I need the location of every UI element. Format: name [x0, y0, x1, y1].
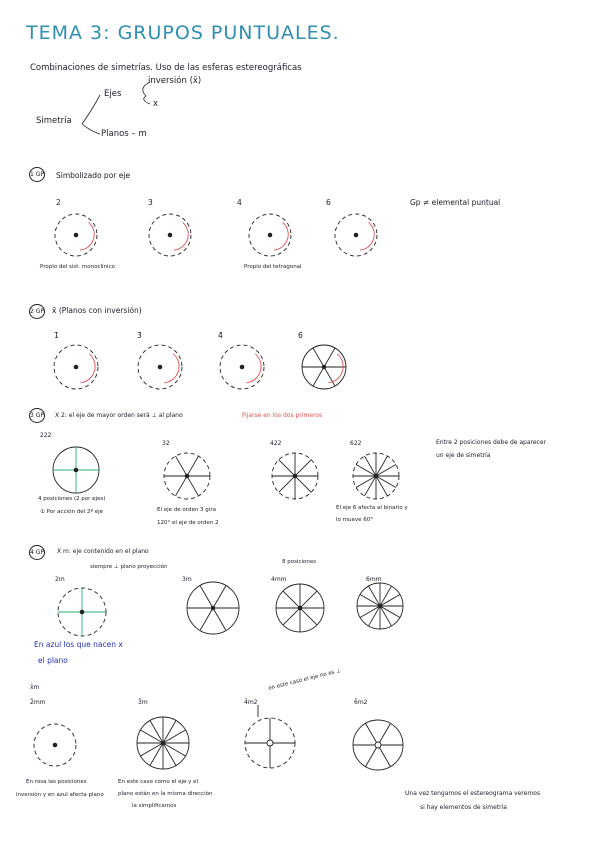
s1-rotation-arc-1 — [174, 222, 188, 250]
s5-label-4m2: 4̄m2 — [244, 699, 258, 706]
s1-axis-dot-3 — [354, 233, 359, 238]
s3-side-1: Entre 2 posiciones debe de aparecer — [436, 439, 547, 446]
s5-label-2mm: 2̄mm — [30, 699, 46, 706]
s4-axis-dot-1 — [211, 606, 216, 611]
section2-title: x̄ (Planos con inversión) — [52, 306, 142, 315]
intro-simetria: Simetría — [36, 116, 72, 126]
s1-caption-1: Propio del sist. monoclínico — [40, 264, 115, 270]
intro-planos: Planos – m — [101, 129, 147, 139]
s5-axis-dot-1 — [161, 741, 166, 746]
s1-note: Gp ≠ elemental puntual — [410, 198, 501, 207]
s2-rotation-arc-1 — [164, 354, 179, 383]
section2-badge: 2 GP — [29, 304, 45, 319]
s4-axis-dot-2 — [298, 606, 303, 611]
intro-line: Combinaciones de simetrías. Uso de las esferas estereográficas — [30, 63, 302, 73]
s3-axis-dot-0 — [74, 468, 79, 473]
page-title: TEMA 3: GRUPOS PUNTUALES. — [26, 22, 340, 44]
s4-note-2: 8 posiciones — [282, 559, 317, 565]
s1-rotation-arc-3 — [360, 222, 374, 250]
s1-axis-dot-0 — [74, 233, 79, 238]
s5-note: en este caso el eje no es ⊥ — [267, 667, 342, 692]
s2-label-1: 1̄ — [54, 331, 59, 340]
s5-caption-1b: inversión y en azul afecta plano — [16, 792, 104, 798]
s1-axis-dot-1 — [168, 233, 173, 238]
section4-badge: 4 GP — [29, 545, 45, 560]
section3-badge: 3 GP — [29, 408, 45, 423]
s4-caption-2: el plano — [38, 656, 68, 665]
s2-label-6: 6̄ — [298, 331, 303, 340]
s3-caption-2: ① Por acción del 2º eje — [40, 509, 104, 515]
s3-caption-3a: El eje de orden 3 gira — [157, 507, 216, 513]
section3-red-note: Fijarse en los dos primeros — [242, 412, 323, 419]
s2-axis-dot-1 — [158, 365, 163, 370]
s2-axis-dot-0 — [74, 365, 79, 370]
s5-axis-dot-0 — [53, 743, 58, 748]
s3-side-2: un eje de simetría — [436, 452, 491, 459]
s4-note-1: siempre ⊥ plano proyección — [90, 564, 168, 570]
s1-axis-dot-2 — [268, 233, 273, 238]
s3-label-422: 422 — [270, 440, 282, 447]
s1-label-3: 3 — [148, 198, 153, 207]
s5-caption-3a: Una vez tengamos el estereograma veremos — [405, 790, 541, 797]
s3-caption-4a: El eje 6 afecta al binario y — [336, 505, 408, 511]
s5-caption-2c: la simplificamos — [132, 803, 177, 809]
s3-label-32: 32 — [162, 440, 170, 447]
s3-caption-3b: 120° el eje de orden 2 — [157, 520, 219, 526]
s1-label-2: 2 — [56, 198, 61, 207]
s1-label-6: 6 — [326, 198, 331, 207]
s5-caption-3b: si hay elementos de simetría — [420, 804, 507, 811]
s4-axis-dot-3 — [378, 604, 383, 609]
s3-label-622: 622 — [350, 440, 362, 447]
s5-label-0: x̄m — [30, 684, 40, 691]
s5-inversion-center-3 — [375, 742, 381, 748]
section1-title: Simbolizado por eje — [56, 171, 131, 180]
s5-caption-1a: En rosa las posiciones — [26, 779, 87, 785]
s4-axis-dot-0 — [80, 610, 85, 615]
s4-label-3m: 3m — [182, 576, 192, 583]
s1-rotation-arc-2 — [274, 222, 288, 250]
s5-caption-2b: plano están en la misma dirección — [118, 791, 213, 797]
s2-rotation-arc-0 — [80, 354, 95, 383]
s3-axis-dot-2 — [293, 474, 298, 479]
s4-label-4mm: 4mm — [271, 576, 287, 583]
section4-title: X m: eje contenido en el plano — [57, 548, 149, 555]
section3-title: X 2: el eje de mayor orden será ⊥ al plano — [55, 412, 183, 419]
s2-label-3: 3̄ — [137, 331, 142, 340]
s1-rotation-arc-0 — [80, 222, 94, 250]
s3-label-222: 222 — [40, 432, 52, 439]
s3-axis-dot-3 — [374, 474, 379, 479]
s2-label-4: 4̄ — [218, 331, 223, 340]
s4-caption-1: En azul los que nacen x — [34, 640, 123, 649]
s2-rotation-arc-2 — [246, 354, 261, 383]
intro-inversion: inversión (x̄) — [148, 76, 202, 86]
s5-label-3m: 3̄m — [138, 699, 148, 706]
s4-label-2m: 2m — [55, 576, 65, 583]
s3-caption-4b: lo mueve 60° — [336, 517, 374, 523]
s1-label-4: 4 — [237, 198, 242, 207]
s3-axis-dot-1 — [185, 474, 190, 479]
s4-label-6mm: 6mm — [366, 576, 382, 583]
s5-caption-2a: En este caso como el eje y el — [118, 779, 199, 785]
s2-axis-dot-3 — [322, 365, 327, 370]
s3-caption-1: 4 posiciones (2 por ejes) — [38, 496, 106, 502]
intro-ejes: Ejes — [104, 89, 122, 99]
intro-x: x — [153, 99, 159, 109]
s2-axis-dot-2 — [240, 365, 245, 370]
section1-badge: 1 GP — [29, 167, 45, 182]
s1-caption-2: Propio del tetragonal — [244, 264, 302, 270]
s5-label-6m2: 6̄m2 — [354, 699, 368, 706]
s5-inversion-center-2 — [267, 740, 273, 746]
